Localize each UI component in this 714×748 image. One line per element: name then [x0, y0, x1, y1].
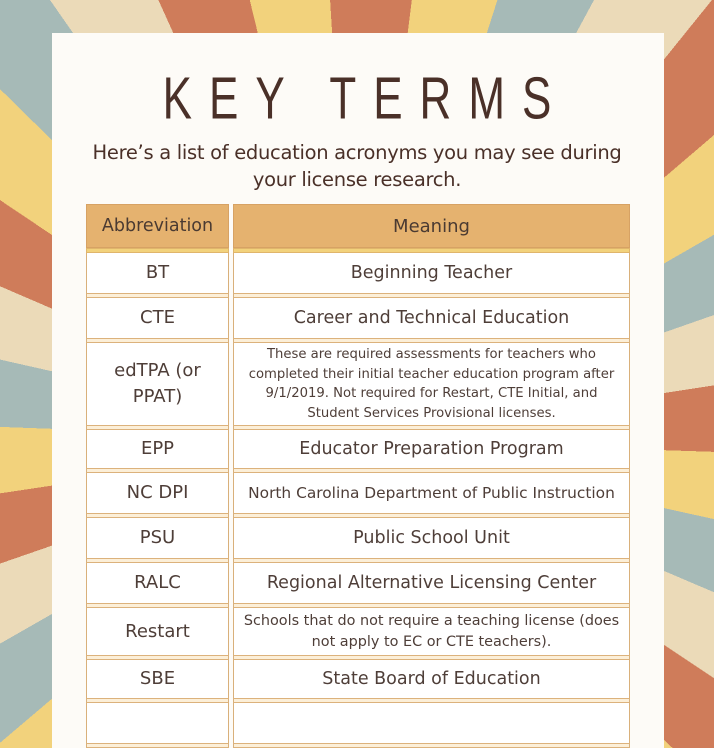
meaning-cell: These are required assessments for teachers who completed their initial teacher education program after 9/1/2019. Not required for Restart, CTE Initial, and Student Services Provisional licenses.	[233, 343, 630, 425]
abbr-cell: edTPA (or PPAT)	[86, 343, 229, 425]
table-row-empty	[86, 703, 630, 743]
meaning-cell: Career and Technical Education	[233, 298, 630, 338]
header-abbreviation: Abbreviation	[86, 204, 229, 248]
meaning-cell: State Board of Education	[233, 660, 630, 698]
abbr-cell: SBE	[86, 660, 229, 698]
table-row	[86, 343, 630, 425]
table-row	[86, 518, 630, 558]
table-row	[86, 253, 630, 293]
row-divider	[86, 743, 630, 748]
meaning-cell: Regional Alternative Licensing Center	[233, 563, 630, 603]
meaning-cell: Schools that do not require a teaching license (does not apply to EC or CTE teachers).	[233, 608, 630, 655]
table-row	[86, 608, 630, 655]
header-meaning: Meaning	[233, 204, 630, 248]
abbr-cell: EPP	[86, 430, 229, 468]
table-header-row	[86, 204, 630, 248]
abbr-cell: NC DPI	[86, 473, 229, 513]
abbr-cell: Restart	[86, 608, 229, 655]
table-row	[86, 430, 630, 468]
meaning-cell: Beginning Teacher	[233, 253, 630, 293]
abbr-cell: PSU	[86, 518, 229, 558]
abbr-cell: CTE	[86, 298, 229, 338]
table-row	[86, 298, 630, 338]
abbr-cell	[86, 703, 229, 743]
page-title: KEY TERMS	[162, 66, 569, 133]
meaning-cell: North Carolina Department of Public Instruction	[233, 473, 630, 513]
meaning-cell: Educator Preparation Program	[233, 430, 630, 468]
table-row	[86, 563, 630, 603]
table-row	[86, 473, 630, 513]
meaning-cell	[233, 703, 630, 743]
page-subtitle: Here’s a list of education acronyms you may see during your license research.	[92, 141, 622, 191]
table-row	[86, 660, 630, 698]
abbr-cell: RALC	[86, 563, 229, 603]
abbr-cell: BT	[86, 253, 229, 293]
key-terms-table	[86, 204, 630, 748]
meaning-cell: Public School Unit	[233, 518, 630, 558]
